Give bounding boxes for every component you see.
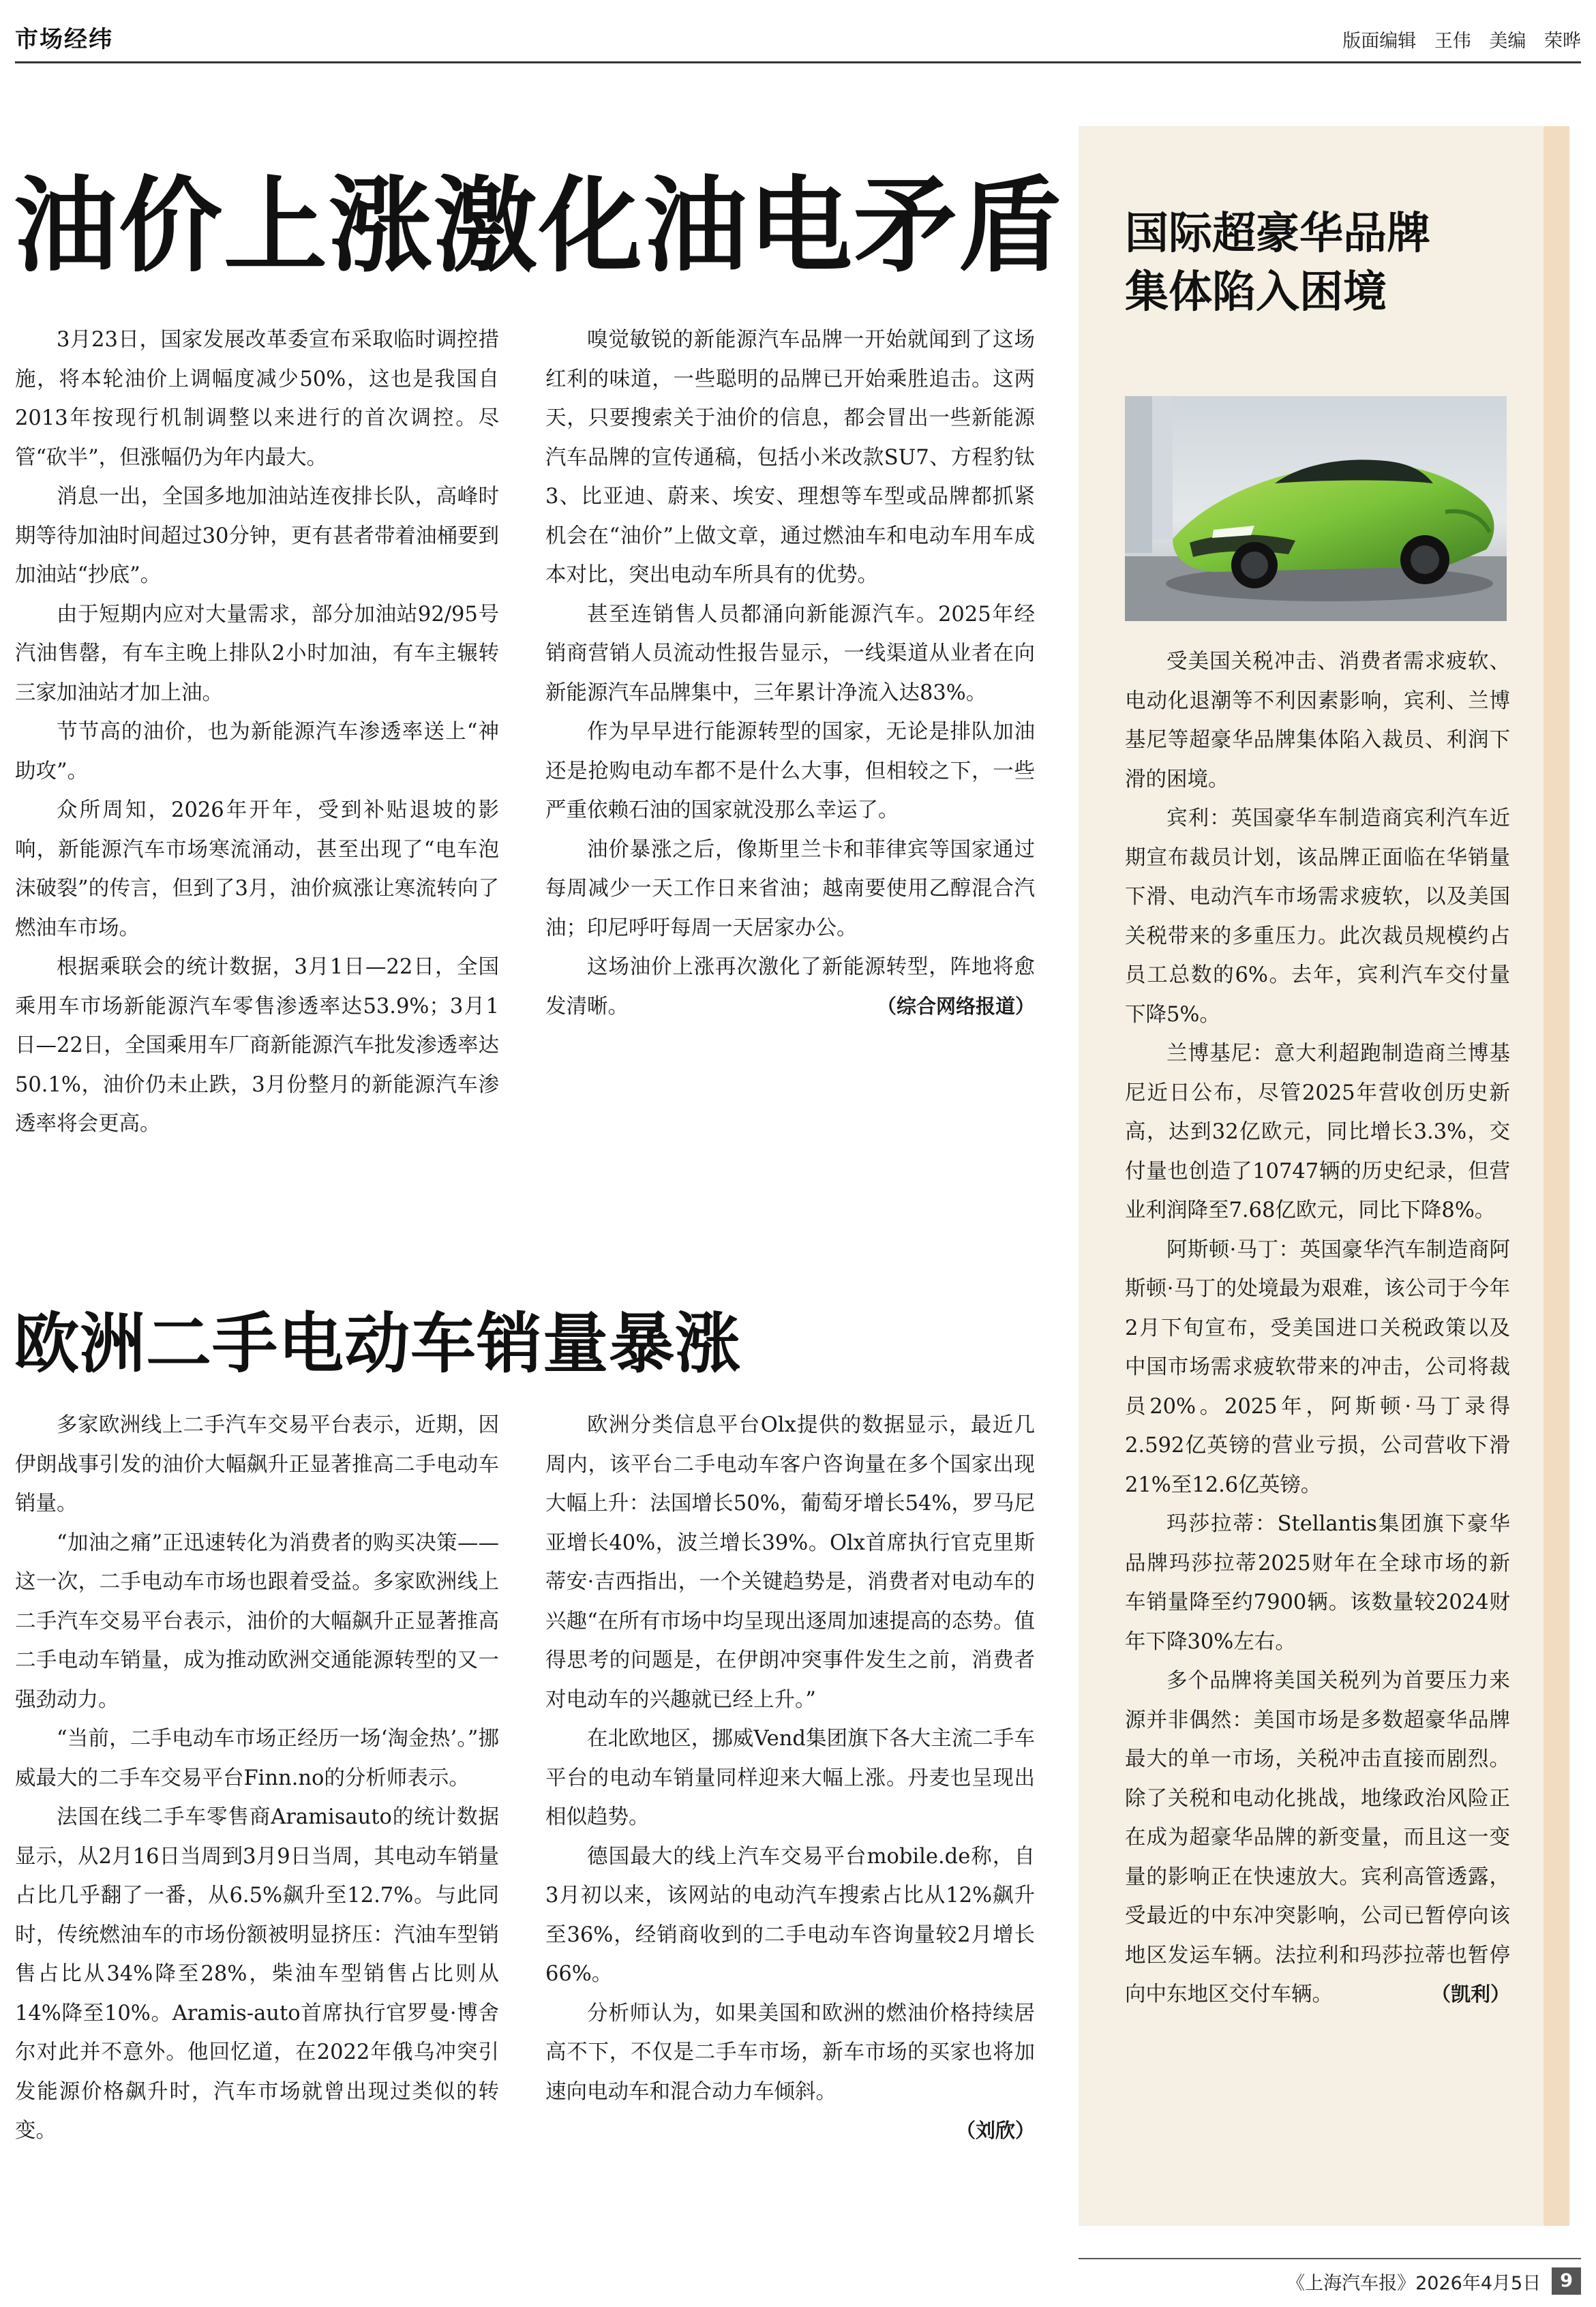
article1-byline: （综合网络报道） — [876, 994, 1035, 1018]
article1-column-2 — [545, 320, 1035, 1026]
page-footer — [1286, 2267, 1581, 2295]
paragraph: “当前，二手电动车市场正经历一场‘淘金热’。”挪威最大的二手车交易平台Finn.no的分析师表示。 — [15, 1727, 499, 1790]
article2-byline: （刘欣） — [955, 2119, 1035, 2142]
editor-credits — [1342, 26, 1581, 52]
article1-headline: 油价上涨激化油电矛盾 — [14, 166, 1064, 286]
paragraph: 德国最大的线上汽车交易平台mobile.de称，自3月初以来，该网站的电动汽车搜索占比从12%飙升至36%，经销商收到的二手电动车咨询量较2月增长66%。 — [545, 1844, 1035, 1986]
paragraph: 分析师认为，如果美国和欧洲的燃油价格持续居高不下，不仅是二手车市场，新车市场的买家也将加速向电动车和混合动力车倾斜。 — [545, 2001, 1035, 2104]
paragraph: 节节高的油价，也为新能源汽车渗透率送上“神助攻”。 — [15, 720, 499, 783]
sidebar-byline: （凯利） — [1430, 1982, 1510, 2006]
designer-name: 荣晔 — [1544, 31, 1581, 52]
paragraph: 嗅觉敏锐的新能源汽车品牌一开始就闻到了这场红利的味道，一些聪明的品牌已开始乘胜追击。这两天，只要搜索关于油价的信息，都会冒出一些新能源汽车品牌的宣传通稿，包括小米改款SU7、方程豹钛3、比亚迪、蔚来、埃安、理想等车型或品牌都抓紧机会在“油价”上做文章，通过燃油车和电动车用车成本对比，突出电动车所具有的优势。 — [545, 328, 1035, 587]
paragraph-text: 这场油价上涨再次激化了新能源转型，阵地将愈发清晰。 — [545, 955, 1035, 1019]
paragraph-text: 多个品牌将美国关税列为首要压力来源并非偶然：美国市场是多数超豪华品牌最大的单一市场，关税冲击直接而剧烈。除了关税和电动化挑战，地缘政治风险正在成为超豪华品牌的新变量，而且这一变量的影响正在快速放大。宾利高管透露，受最近的中东冲突影响，公司已暂停向该地区发运车辆。法拉利和玛莎拉蒂也暂停向中东地区交付车辆。 — [1125, 1669, 1510, 2006]
paragraph — [1125, 1661, 1510, 2015]
paragraph: 消息一出，全国多地加油站连夜排长队，高峰时期等待加油时间超过30分钟，更有甚者带着油桶要到加油站“抄底”。 — [15, 485, 499, 587]
section-title: 市场经纬 — [15, 26, 113, 53]
sidebar-headline — [1125, 205, 1507, 322]
editor-name: 王伟 — [1434, 31, 1471, 52]
paragraph: 由于短期内应对大量需求，部分加油站92/95号汽油售罄，有车主晚上排队2小时加油，有车主辗转三家加油站才加上油。 — [15, 602, 499, 705]
article2-headline: 欧洲二手电动车销量暴涨 — [14, 1306, 741, 1382]
article2-column-2 — [545, 1406, 1035, 2151]
paragraph: 法国在线二手车零售商Aramisauto的统计数据显示，从2月16日当周到3月9日当周，其电动车销量占比几乎翻了一番，从6.5%飙升至12.7%。与此同时，传统燃油车的市场份额被明显挤压：汽油车型销售占比从34%降至28%，柴油车型销售占比则从14%降至10%。Aramis-auto首席执行官罗曼·博舍尔对此并不意外。他回忆道，在2022年俄乌冲突引发能源价格飙升时，汽车市场就曾出现过类似的转变。 — [15, 1805, 499, 2143]
paragraph: 受美国关税冲击、消费者需求疲软、电动化退潮等不利因素影响，宾利、兰博基尼等超豪华品牌集体陷入裁员、利润下滑的困境。 — [1125, 650, 1510, 791]
supercar-photo — [1125, 396, 1507, 621]
paragraph: 众所周知，2026年开年，受到补贴退坡的影响，新能源汽车市场寒流涌动，甚至出现了“电车泡沫破裂”的传言，但到了3月，油价疯涨让寒流转向了燃油车市场。 — [15, 798, 499, 940]
paragraph: 阿斯顿·马丁：英国豪华汽车制造商阿斯顿·马丁的处境最为艰难，该公司于今年2月下旬宣布，受美国进口关税政策以及中国市场需求疲软带来的冲击，公司将裁员20%。2025年，阿斯顿·马丁录得2.592亿英镑的营业亏损，公司营收下滑21%至12.6亿英镑。 — [1125, 1237, 1510, 1497]
newspaper-name: 《上海汽车报》 — [1286, 2272, 1416, 2294]
paragraph: 多家欧洲线上二手汽车交易平台表示，近期，因伊朗战事引发的油价大幅飙升正显著推高二手电动车销量。 — [15, 1413, 499, 1516]
issue-date: 2026年4月5日 — [1415, 2272, 1541, 2294]
paragraph: 甚至连销售人员都涌向新能源汽车。2025年经销商营销人员流动性报告显示，一线渠道从业者在向新能源汽车品牌集中，三年累计净流入达83%。 — [545, 602, 1035, 705]
sidebar-headline-line: 国际超豪华品牌 — [1125, 209, 1430, 259]
article1-column-1 — [15, 320, 499, 1144]
paragraph: 玛莎拉蒂：Stellantis集团旗下豪华品牌玛莎拉蒂2025财年在全球市场的新车销量降至约7900辆。该数量较2024财年下降30%左右。 — [1125, 1512, 1510, 1654]
designer-label: 美编 — [1489, 31, 1526, 52]
paragraph: “加油之痛”正迅速转化为消费者的购买决策——这一次，二手电动车市场也跟着受益。多家欧洲线上二手汽车交易平台表示，油价的大幅飙升正显著推高二手电动车销量，成为推动欧洲交通能源转型的又一强劲动力。 — [15, 1531, 499, 1712]
paragraph: 宾利：英国豪华车制造商宾利汽车近期宣布裁员计划，该品牌正面临在华销量下滑、电动汽车市场需求疲软，以及美国关税带来的多重压力。此次裁员规模约占员工总数的6%。去年，宾利汽车交付量下降5%。 — [1125, 806, 1510, 1027]
paragraph: 欧洲分类信息平台Olx提供的数据显示，最近几周内，该平台二手电动车客户咨询量在多个国家出现大幅上升：法国增长50%，葡萄牙增长54%，罗马尼亚增长40%，波兰增长39%。Olx首席执行官克里斯蒂安·吉西指出，一个关键趋势是，消费者对电动车的兴趣“在所有市场中均呈现出逐周加速提高的态势。值得思考的问题是，在伊朗冲突事件发生之前，消费者对电动车的兴趣就已经上升。” — [545, 1413, 1035, 1712]
paragraph: 作为早早进行能源转型的国家，无论是排队加油还是抢购电动车都不是什么大事，但相较之下，一些严重依赖石油的国家就没那么幸运了。 — [545, 720, 1035, 822]
sidebar-body — [1125, 642, 1510, 2015]
page-number: 9 — [1552, 2267, 1581, 2295]
paragraph: 在北欧地区，挪威Vend集团旗下各大主流二手车平台的电动车销量同样迎来大幅上涨。丹麦也呈现出相似趋势。 — [545, 1727, 1035, 1829]
header-divider — [15, 61, 1581, 63]
footer-divider — [1079, 2258, 1581, 2259]
sidebar-headline-line: 集体陷入困境 — [1125, 267, 1387, 318]
paragraph: 根据乘联会的统计数据，3月1日—22日，全国乘用车市场新能源汽车零售渗透率达53.9%；3月1日—22日，全国乘用车厂商新能源汽车批发渗透率达50.1%，油价仍未止跌，3月份整月的新能源汽车渗透率将会更高。 — [15, 955, 499, 1136]
paragraph: 油价暴涨之后，像斯里兰卡和菲律宾等国家通过每周减少一天工作日来省油；越南要使用乙醇混合汽油；印尼呼吁每周一天居家办公。 — [545, 837, 1035, 940]
sidebar-stripe — [1544, 126, 1569, 2226]
article2-column-1 — [15, 1406, 499, 2151]
paragraph: 兰博基尼：意大利超跑制造商兰博基尼近日公布，尽管2025年营收创历史新高，达到32亿欧元，同比增长3.3%，交付量也创造了10747辆的历史纪录，但营业利润降至7.68亿欧元，同比下降8%。 — [1125, 1042, 1510, 1222]
paragraph — [545, 948, 1035, 1026]
editor-label: 版面编辑 — [1342, 31, 1417, 52]
paragraph: 3月23日，国家发展改革委宣布采取临时调控措施，将本轮油价上调幅度减少50%，这也是我国自2013年按现行机制调整以来进行的首次调控。尽管“砍半”，但涨幅仍为年内最大。 — [15, 328, 499, 470]
